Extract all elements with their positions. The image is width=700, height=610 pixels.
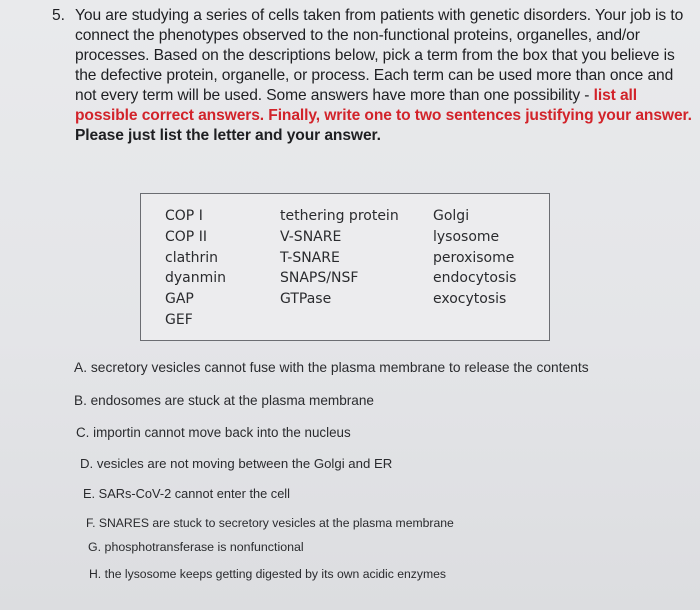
answer-label: C.: [76, 425, 90, 440]
answer-item-c: [76, 425, 351, 440]
term: GTPase: [280, 291, 332, 308]
answer-text: secretory vesicles cannot fuse with the plasma membrane to release the contents: [90, 360, 589, 375]
answer-text: importin cannot move back into the nucleus: [93, 425, 351, 440]
term: clathrin: [165, 249, 219, 266]
answer-label: E.: [83, 486, 96, 501]
answer-item-h: [89, 567, 446, 581]
question-text: [75, 6, 692, 146]
answer-item-b: [74, 393, 374, 408]
answer-text: endosomes are stuck at the plasma membrane: [90, 393, 374, 408]
term: Golgi: [433, 208, 470, 224]
term: COP II: [165, 228, 207, 245]
question-instructions: You are studying a series of cells taken from patients with genetic disorders. Your job is to connect the phenotypes observed to the non-functional proteins, organelles, and/or processes. Based on the descriptions below, pick a term from the box that you believe is the defective protein, organelle, or process. Each term can be used more than once and not every term will be used. Some answers have more than one possibility -: [75, 7, 684, 104]
answer-item-f: [86, 516, 454, 530]
term: dyanmin: [165, 270, 227, 287]
term-column-1: [165, 206, 226, 331]
answer-text: the lysosome keeps getting digested by its own acidic enzymes: [104, 567, 447, 581]
term: GEF: [165, 311, 193, 328]
term: tethering protein: [280, 208, 399, 224]
answer-label: D.: [80, 456, 94, 471]
term: lysosome: [433, 228, 500, 245]
term-column-2: [280, 206, 399, 310]
term: GAP: [165, 291, 194, 308]
term: SNAPS/NSF: [280, 270, 359, 287]
answer-item-g: [88, 540, 304, 554]
question-emphasis-bold: Please just list the letter and your answer.: [75, 127, 381, 144]
term-column-3: [433, 206, 516, 310]
term: V-SNARE: [280, 228, 342, 245]
term: endocytosis: [433, 270, 517, 287]
answer-text: phosphotransferase is nonfunctional: [104, 540, 304, 554]
term: T-SNARE: [280, 249, 340, 266]
question-emphasis-red: list all possible correct answers. Finally, write one to two sentences justifying your answer.: [75, 87, 692, 124]
answer-item-a: [74, 360, 589, 375]
answer-label: F.: [86, 516, 96, 530]
term: exocytosis: [433, 291, 507, 308]
answer-label: B.: [74, 393, 87, 408]
answer-text: SARs-CoV-2 cannot enter the cell: [98, 486, 290, 501]
answer-label: G.: [88, 540, 102, 554]
answer-text: SNARES are stuck to secretory vesicles at the plasma membrane: [98, 516, 454, 530]
question-block: [52, 6, 692, 146]
answer-item-d: [80, 456, 392, 471]
answer-label: H.: [89, 567, 102, 581]
answer-text: vesicles are not moving between the Golgi and ER: [96, 456, 393, 471]
question-number: 5.: [52, 7, 65, 24]
answer-item-e: [83, 486, 290, 501]
term-box: [140, 193, 550, 341]
term: COP I: [165, 208, 203, 224]
term: peroxisome: [433, 249, 515, 266]
answer-label: A.: [74, 360, 88, 375]
